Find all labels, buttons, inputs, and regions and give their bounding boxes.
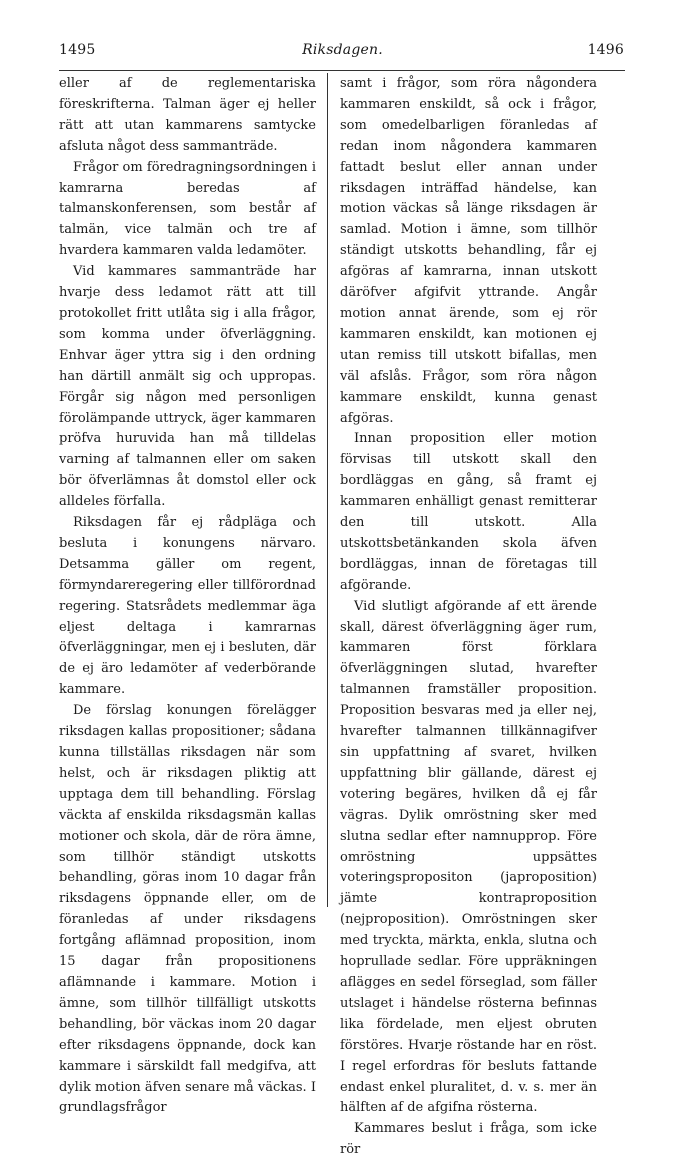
paragraph: Vid kammares sammanträde har hvarje dess ledamot rätt att till protokollet fritt utlåta sig i alla frågor, som komma under öfverläggning. Enhvar äger yttra sig i den ordning han därtill anmält sig och uppropas. Förgår sig någon med personligen förolämpande uttryck, äger kammaren pröfva huruvida han må tilldelas varning af talmannen eller om saken bör öfverlämnas åt domstol eller ock alldeles förfalla. (59, 264, 316, 510)
right-column (340, 74, 597, 1161)
header-rule (59, 70, 625, 71)
paragraph: Frågor om föredragningsordningen i kamrarna beredas af talmanskonferensen, som består af talmän, vice talmän och tre af hvardera kammaren valda ledamöter. (59, 159, 316, 259)
left-page-number: 1495 (59, 42, 96, 58)
paragraph: samt i frågor, som röra någondera kammaren enskildt, så ock i frågor, som omedelbarligen föranledas af redan inom någondera kammaren fattadt beslut eller annan under riksdagen inträffad händelse, kan motion väckas så länge riksdagen är samlad. Motion i ämne, som tillhör ständigt utskotts behandling, får ej afgöras af kamrarna, innan utskott däröfver afgifvit yttrande. Angår motion annat ärende, som ej rör kammaren enskildt, kan motionen ej utan remiss till utskott bifallas, men väl afslås. Frågor, som röra någon kammare enskildt, kunna genast afgöras. (340, 76, 597, 426)
paragraph: Kammares beslut i fråga, som icke rör (340, 1121, 597, 1158)
running-title: Riksdagen. (302, 42, 383, 58)
column-divider (327, 73, 328, 907)
left-column (59, 74, 316, 1119)
paragraph: eller af de reglementariska föreskrifterna. Talman äger ej heller rätt att utan kammarens samtycke afsluta något dess sammanträde. (59, 76, 316, 154)
paragraph: De förslag konungen förelägger riksdagen kallas propositioner; sådana kunna tillställas riksdagen när som helst, och är riksdagen pliktig att upptaga dem till behandling. Förslag väckta af enskilda riksdagsmän kallas motioner och skola, där de röra ämne, som tillhör ständigt utskotts behandling, göras inom 10 dagar från riksdagens öppnande eller, om de föranledas af under riksdagens fortgång aflämnad proposition, inom 15 dagar från propositionens aflämnande i kammare. Motion i ämne, som tillhör tillfälligt utskotts behandling, bör väckas inom 20 dagar efter riksdagens öppnande, dock kan kammare i särskildt fall medgifva, att dylik motion äfven senare må väckas. I grundlagsfrågor (59, 703, 316, 1116)
right-page-number: 1496 (587, 42, 624, 58)
paragraph: Innan proposition eller motion förvisas till utskott skall den bordläggas en gång, så framt ej kammaren enhälligt genast remitterar den till utskott. Alla utskottsbetänkanden skola äfven bordläggas, innan de företagas till afgörande. (340, 431, 597, 593)
paragraph: Vid slutligt afgörande af ett ärende skall, därest öfverläggning äger rum, kammaren först förklara öfverläggningen slutad, hvarefter talmannen framställer proposition. Proposition besvaras med ja eller nej, hvarefter talmannen tillkännagifver sin uppfattning af svaret, hvilken uppfattning blir gällande, därest ej votering begäres, hvilken då ej får vägras. Dylik omröstning sker med slutna sedlar efter namnupprop. Före omröstning uppsättes voteringspropositon (japroposition) jämte kontraproposition (nejproposition). Omröstningen sker med tryckta, märkta, enkla, slutna och hoprullade sedlar. Före uppräkningen aflägges en sedel förseglad, som fäller utslaget i händelse rösterna befinnas lika fördelade, men eljest obruten förstöres. Hvarje röstande har en röst. I regel erfordras för besluts fattande endast enkel pluralitet, d. v. s. mer än hälften af de afgifna rösterna. (340, 598, 597, 1116)
paragraph: Riksdagen får ej rådpläga och besluta i konungens närvaro. Detsamma gäller om regent, förmyndareregering eller tillförordnad regering. Statsrådets medlemmar äga eljest deltaga i kamrarnas öfverläggningar, men ej i besluten, där de ej äro ledamöter af vederbörande kammare. (59, 515, 316, 698)
